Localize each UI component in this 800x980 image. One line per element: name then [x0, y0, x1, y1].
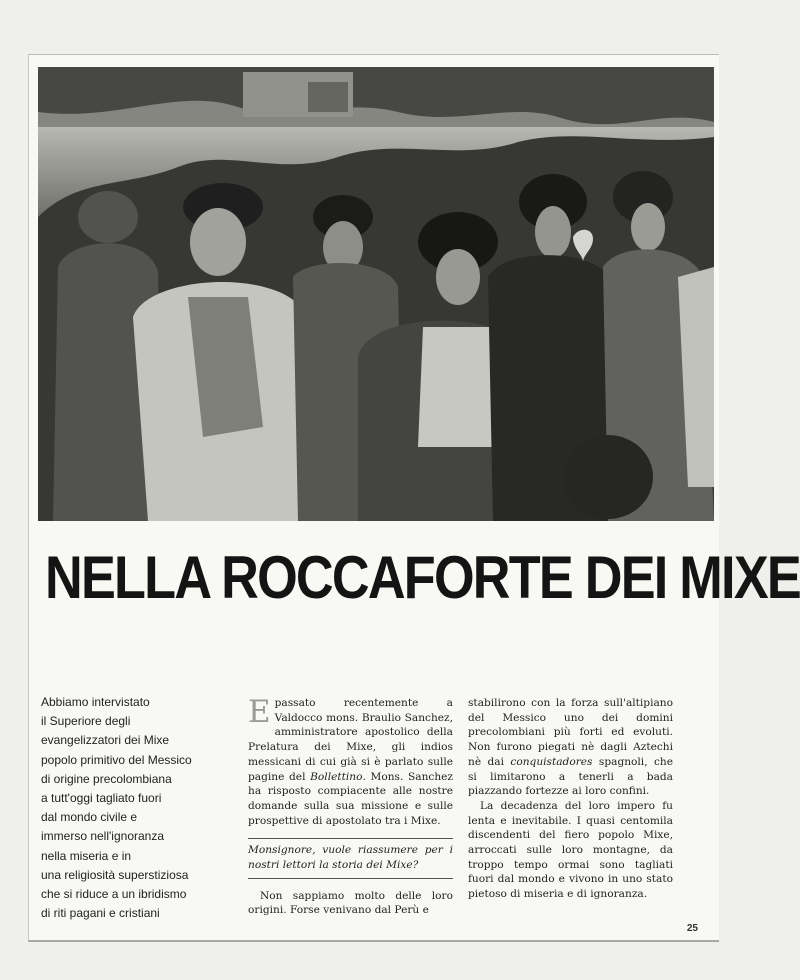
summary-line: a tutt'oggi tagliato fuori: [41, 791, 162, 806]
bollettino-title: Bollettino: [310, 770, 363, 783]
decline-paragraph: La decadenza del loro impero fu lenta e inevitabile. I quasi centomila discendenti del fiero popolo Mixe, arroccati sulle loro montagne, da troppo tempo ormai sono tagliati fuori dal mondo e vivono in uno stato pietoso di miseria e di ignoranza.: [468, 799, 673, 901]
article-column-1: [248, 696, 453, 918]
conquistadores-word: conquistadores: [510, 755, 593, 768]
summary-line: dal mondo civile e: [41, 810, 138, 825]
summary-line: di riti pagani e cristiani: [41, 906, 160, 921]
mixe-women-photo: [38, 67, 714, 521]
photo-illustration: [38, 67, 714, 521]
article-headline: NELLA ROCCAFORTE DEI MIXE: [45, 544, 800, 611]
summary-line: Abbiamo intervistato: [41, 695, 150, 709]
summary-line: di origine precolombiana: [41, 771, 172, 786]
summary-line: evangelizzatori dei Mixe: [41, 733, 170, 748]
summary-line: popolo primitivo del Messico: [41, 752, 192, 767]
article-column-2: [468, 696, 673, 902]
article-summary: [41, 693, 239, 923]
answer-paragraph: Non sappiamo molto delle loro origini. Forse venivano dal Perù e: [248, 889, 453, 917]
magazine-page: [28, 54, 800, 942]
answer-text-end: spagnoli, che si limitarono a tenerli a bada piazzando fortezze ai loro confini.: [468, 755, 673, 798]
intro-text-end: . Mons. Sanchez ha risposto compiacente alle nostre domande sulla sua missione e sulle prospettive di apostolato tra i Mixe.: [248, 770, 453, 827]
summary-line: il Superiore degli: [41, 714, 131, 729]
page-number: 25: [686, 923, 698, 934]
intro-text: passato recentemente a Valdocco mons. Braulio Sanchez, amministratore apostolico della Prelatura dei Mixe, gli indios messicani di cui già si è parlato sulle pagine del: [248, 697, 453, 783]
summary-line: una religiosità superstiziosa: [41, 867, 189, 882]
intro-paragraph: [248, 696, 453, 828]
interview-question: Monsignore, vuole riassumere per i nostri lettori la storia dei Mixe?: [248, 838, 453, 878]
summary-line: che si riduce a un ibridismo: [41, 887, 187, 902]
answer-continuation: [468, 696, 673, 799]
answer-text: stabilirono con la forza sull'altipiano del Messico uno dei domini precolombiani più forti ed evoluti. Non furono piegati nè dagli Aztechi nè dai: [468, 697, 673, 768]
summary-line: nella miseria e in: [41, 848, 132, 863]
drop-cap: E: [248, 694, 271, 730]
summary-line: immerso nell'ignoranza: [41, 829, 165, 844]
